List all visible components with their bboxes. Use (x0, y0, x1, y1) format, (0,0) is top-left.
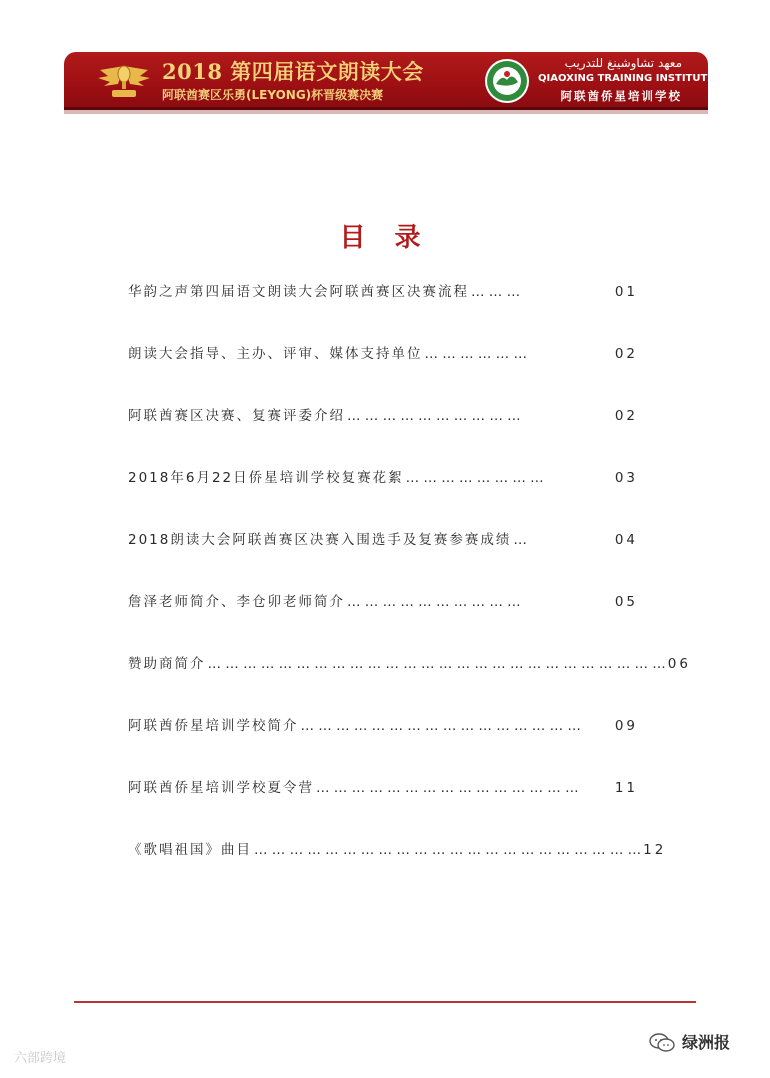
wechat-icon (648, 1032, 676, 1054)
toc-item-page: 09 (614, 718, 638, 734)
banner-title: 2018 第四届语文朗读大会 (162, 59, 424, 84)
toc-item-page: 02 (614, 346, 638, 362)
toc-item-label: 华韵之声第四届语文朗读大会阿联酋赛区决赛流程 (128, 284, 469, 300)
toc-item-leader: … … … (471, 284, 521, 300)
toc-item[interactable] (128, 464, 638, 526)
toc-item[interactable] (128, 278, 638, 340)
school-chinese-name: 阿联酋侨星培训学校 (560, 89, 682, 103)
toc-item-page: 11 (614, 780, 638, 796)
toc-item-leader: … … … … … … … … … … (347, 594, 521, 610)
toc-item[interactable] (128, 712, 638, 774)
toc-item-leader: … (513, 532, 527, 548)
toc-item-page: 06 (667, 656, 691, 672)
footer-divider (74, 1001, 696, 1003)
toc-item-leader: … … … … … … (424, 346, 527, 362)
toc-item[interactable] (128, 402, 638, 464)
toc-item-page: 12 (643, 842, 667, 858)
toc-list (128, 278, 691, 898)
toc-item-page: 02 (614, 408, 638, 424)
toc-item[interactable] (128, 836, 667, 898)
toc-item-leader: … … … … … … … … (405, 470, 544, 486)
school-english-name: QIAOXING TRAINING INSTITUTE (538, 73, 715, 84)
watermark-right (648, 1030, 764, 1056)
banner-subtitle: 阿联酋赛区乐勇(LEYONG)杯晋级赛决赛 (162, 88, 384, 102)
toc-item[interactable] (128, 650, 691, 712)
toc-item-leader: … … … … … … … … … … … … … … … … … … … … … … (254, 842, 642, 858)
toc-item-label: 詹泽老师简介、李仓卯老师简介 (128, 594, 345, 610)
toc-item-leader: … … … … … … … … … … … … … … … … (300, 718, 581, 734)
toc-item-label: 朗读大会指导、主办、评审、媒体支持单位 (128, 346, 423, 362)
toc-item-page: 01 (614, 284, 638, 300)
watermark-right-text: 绿洲报 (682, 1033, 731, 1052)
toc-item-label: 阿联酋侨星培训学校夏令营 (128, 780, 314, 796)
toc-item-label: 阿联酋赛区决赛、复赛评委介绍 (128, 408, 345, 424)
toc-item[interactable] (128, 340, 638, 402)
toc-title: 目 录 (339, 223, 431, 253)
toc-item-page: 04 (614, 532, 638, 548)
toc-item-label: 赞助商简介 (128, 656, 206, 672)
school-arabic-name: معهد تشاوشينغ للتدريب (564, 56, 682, 70)
toc-item-label: 2018年6月22日侨星培训学校复赛花絮 (128, 470, 404, 486)
toc-item-label: 《歌唱祖国》曲目 (128, 842, 252, 858)
toc-item-page: 03 (614, 470, 638, 486)
toc-item[interactable] (128, 588, 638, 650)
qiaoxing-school-emblem-icon (484, 58, 530, 104)
header-underline (64, 110, 708, 114)
toc-item-label: 阿联酋侨星培训学校简介 (128, 718, 299, 734)
toc-item-label: 2018朗读大会阿联酋赛区决赛入围选手及复赛参赛成绩 (128, 532, 512, 548)
toc-item-leader: … … … … … … … … … … (347, 408, 521, 424)
toc-item-leader: … … … … … … … … … … … … … … … (316, 780, 579, 796)
toc-item[interactable] (128, 774, 638, 836)
toc-item[interactable] (128, 526, 638, 588)
watermark-left: 六部跨境 (14, 1051, 67, 1066)
winged-microphone-logo-icon (96, 60, 152, 102)
toc-item-page: 05 (614, 594, 638, 610)
toc-item-leader: … … … … … … … … … … … … … … … … … … … … … … … … … … (207, 656, 666, 672)
